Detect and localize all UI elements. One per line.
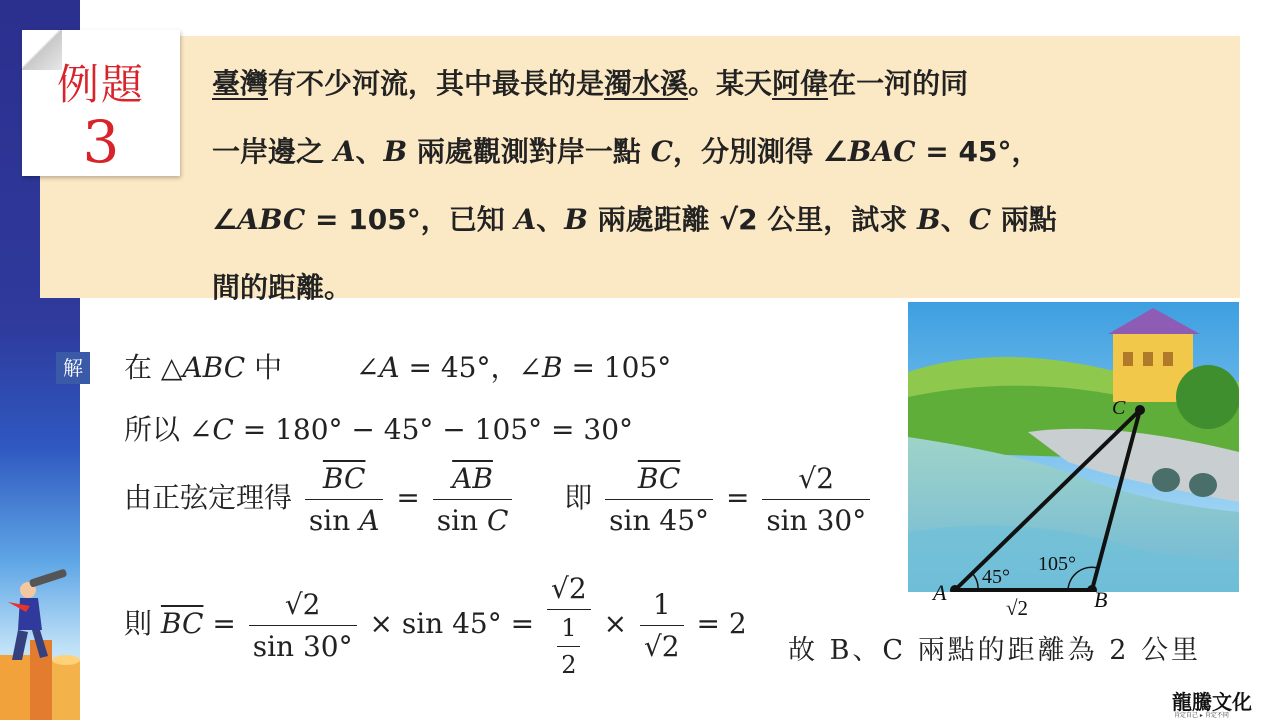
solution-line-4 — [124, 572, 747, 679]
text: 兩處觀測對岸一點 — [407, 135, 651, 168]
fraction-ab-over-sinc — [433, 462, 513, 537]
var: A — [514, 203, 537, 236]
numerator: √2 — [249, 588, 357, 626]
denominator: sin 30° — [766, 504, 867, 537]
problem-line-4: 間的距離。 — [212, 271, 353, 304]
fraction-bc-over-sin45 — [605, 462, 713, 537]
denominator: sin 45° — [609, 504, 710, 537]
text: 即 — [564, 481, 593, 514]
text: 。某天 — [688, 67, 773, 100]
text: 一岸邊之 — [212, 135, 334, 168]
text: 在一河的同 — [828, 67, 969, 100]
solution-line-3 — [124, 462, 874, 537]
var: B — [917, 203, 941, 236]
text: 由正弦定理得 — [124, 481, 293, 514]
solution-badge: 解 — [56, 352, 90, 384]
point-c — [1135, 405, 1145, 415]
text: = 105°，已知 — [305, 203, 515, 236]
text: = 2 — [696, 607, 747, 640]
text: = 105° — [562, 351, 672, 384]
var: A — [359, 504, 380, 537]
var: C — [968, 203, 992, 236]
var: B — [383, 135, 408, 168]
problem-line-3 — [212, 186, 1122, 254]
text: 、 — [355, 135, 384, 168]
text: = 45°，∠ — [399, 351, 542, 384]
denominator: √2 — [643, 630, 680, 663]
label-b: B — [1094, 587, 1108, 612]
window — [1163, 352, 1173, 366]
publisher-logo: 龍騰文化 — [1172, 690, 1252, 714]
text: sin — [308, 504, 360, 537]
var: C — [212, 413, 234, 446]
text: 所以 ∠ — [124, 413, 213, 446]
fraction-one-over-root2 — [640, 588, 684, 663]
text: ∠ — [212, 203, 238, 236]
businessman-telescope-illustration — [0, 560, 80, 720]
numerator: $\overline{AB}$ — [452, 462, 493, 495]
var: B — [541, 351, 563, 384]
term-taiwan: 臺灣 — [212, 67, 269, 100]
problem-line-2 — [212, 118, 1122, 186]
text: = 45°， — [915, 135, 1040, 168]
var: ABC — [237, 203, 306, 236]
text: ，分別測得 ∠ — [672, 135, 848, 168]
bridge-arch — [1189, 473, 1217, 497]
text: × — [603, 607, 636, 640]
var: B — [564, 203, 588, 236]
var: A — [333, 135, 356, 168]
example-number: 3 — [82, 108, 120, 176]
numerator: √2 — [762, 462, 870, 500]
text: 兩點 — [991, 203, 1057, 236]
label-c: C — [1112, 397, 1126, 419]
segment-bc: $\overline{BC}$ — [160, 607, 204, 640]
term-river: 濁水溪 — [604, 67, 689, 100]
tree — [1176, 365, 1239, 429]
problem-statement — [212, 50, 1122, 322]
angle-b-label: 105° — [1038, 553, 1076, 575]
text: sin — [436, 504, 487, 537]
problem-line-1 — [212, 50, 1122, 118]
text: = 180° − 45° − 105° = 30° — [233, 413, 634, 446]
equals: = — [725, 481, 750, 514]
var: A — [379, 351, 400, 384]
numerator: 1 — [557, 614, 580, 647]
text: 兩處距離 √2 公里，試求 — [587, 203, 918, 236]
equals: = — [203, 607, 245, 640]
text: 有不少河流，其中最長的是 — [268, 67, 605, 100]
numerator: $\overline{BC}$ — [637, 462, 681, 495]
label-a: A — [933, 580, 947, 605]
publisher-tagline: 肯定自己 ▸ 肯定不同 — [1174, 712, 1229, 719]
var: C — [650, 135, 673, 168]
text: 、 — [536, 203, 565, 236]
answer-text: 故 B、C 兩點的距離為 2 公里 — [788, 635, 1202, 666]
river-triangle-figure — [908, 302, 1239, 592]
text: 中 — [245, 351, 283, 384]
angle-a-label: 45° — [982, 566, 1010, 588]
equals: = — [396, 481, 420, 514]
numerator: $\overline{BC}$ — [322, 462, 366, 495]
denominator: 2 — [561, 651, 577, 679]
numerator: √2 — [547, 572, 591, 610]
denominator: sin 30° — [252, 630, 353, 663]
var: BAC — [847, 135, 916, 168]
fraction-one-half — [557, 614, 580, 679]
fraction-root2-over-half — [547, 572, 591, 679]
side-ab-length: √2 — [1006, 596, 1029, 620]
window — [1143, 352, 1153, 366]
solution-line-1 — [124, 346, 671, 386]
solution-line-2 — [124, 408, 633, 448]
text: ∠ — [355, 351, 380, 384]
numerator: 1 — [640, 588, 684, 626]
var: ABC — [182, 351, 246, 384]
term-person: 阿偉 — [772, 67, 829, 100]
example-label: 例題 — [56, 60, 145, 109]
text: 、 — [940, 203, 969, 236]
text: 在 △ — [124, 351, 183, 384]
var: C — [486, 504, 509, 537]
bridge-arch — [1152, 468, 1180, 492]
text: 則 — [124, 607, 161, 640]
fraction-bc-over-sina — [305, 462, 384, 537]
fraction-root2-over-sin30 — [249, 588, 357, 663]
window — [1123, 352, 1133, 366]
fraction-root2-over-sin30 — [762, 462, 870, 537]
text: × sin 45° = — [369, 607, 544, 640]
